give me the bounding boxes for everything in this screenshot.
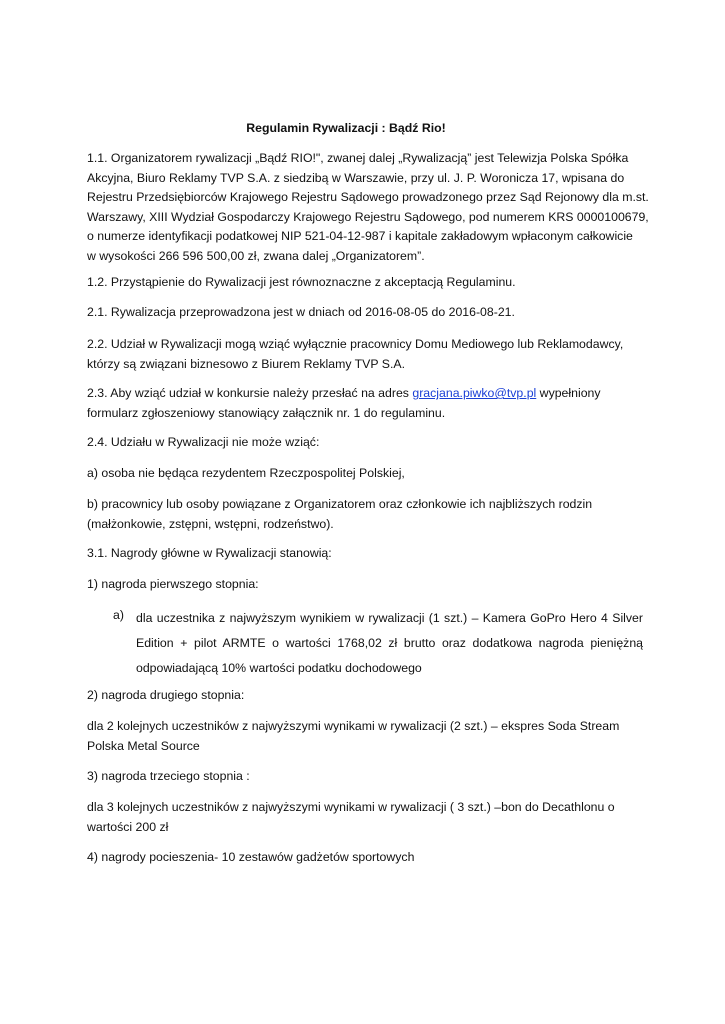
paragraph-2-1: 2.1. Rywalizacja przeprowadzona jest w dniach od 2016-08-05 do 2016-08-21. [87,305,515,319]
paragraph-line: dla 2 kolejnych uczestników z najwyższymi wynikami w rywalizacji (2 szt.) – ekspres Soda Stream [87,719,620,733]
paragraph-3-1: 3.1. Nagrody główne w Rywalizacji stanowią: [87,546,332,560]
prize-3-heading: 3) nagroda trzeciego stopnia : [87,769,250,783]
paragraph-line: Rejestru Przedsiębiorców Krajowego Rejestru Sądowego prowadzonego przez Sąd Rejonowy dla m.st. [87,190,649,205]
prize-4-heading: 4) nagrody pocieszenia- 10 zestawów gadżetów sportowych [87,850,415,864]
paragraph-line: 2.3. Aby wziąć udział w konkursie należy przesłać na adres gracjana.piwko@tvp.pl wypełniony [87,386,601,400]
paragraph-line: Akcyjna, Biuro Reklamy TVP S.A. z siedzibą w Warszawie, przy ul. J. P. Woronicza 17, wpisana do [87,170,625,185]
paragraph-line: b) pracownicy lub osoby powiązane z Organizatorem oraz członkowie ich najbliższych rodzin [87,497,593,511]
paragraph-line: dla 3 kolejnych uczestników z najwyższymi wynikami w rywalizacji ( 3 szt.) –bon do Decathlonu o [87,800,615,814]
paragraph-2-4-b [87,495,647,534]
paragraph-2-4: 2.4. Udziału w Rywalizacji nie może wziąć: [87,435,320,449]
paragraph-2-4-a: a) osoba nie będąca rezydentem Rzeczpospolitej Polskiej, [87,466,405,480]
paragraph-line: o numerze identyfikacji podatkowej NIP 521-04-12-987 i kapitale zakładowym wpłaconym całkowicie [87,229,633,244]
email-link[interactable]: gracjana.piwko@tvp.pl [412,386,537,400]
list-marker: a) [113,608,124,622]
paragraph-line: w wysokości 266 596 500,00 zł, zwana dalej „Organizatorem”. [87,248,425,263]
paragraph-line: dla uczestnika z najwyższym wynikiem w rywalizacji (1 szt.) – Kamera GoPro Hero 4 Silver [136,611,643,625]
paragraph-line: 1.1. Organizatorem rywalizacji „Bądź RIO!", zwanej dalej „Rywalizacją” jest Telewizja Polska Spółka [87,151,629,165]
paragraph-line: odpowiadającą 10% wartości podatku dochodowego [136,661,422,675]
paragraph-line: 2.2. Udział w Rywalizacji mogą wziąć wyłącznie pracownicy Domu Mediowego lub Reklamodawcy, [87,337,624,351]
prize-1-heading: 1) nagroda pierwszego stopnia: [87,577,259,591]
paragraph-2-2 [87,335,647,374]
paragraph-2-3 [87,384,647,423]
prize-2-heading: 2) nagroda drugiego stopnia: [87,688,245,702]
prize-1-description [136,606,643,681]
paragraph-line: Edition + pilot ARMTE o wartości 1768,02 zł brutto oraz dodatkowa nagroda pieniężną [136,636,643,650]
paragraph-line: wartości 200 zł [87,819,169,834]
paragraph-line: formularz zgłoszeniowy stanowiący załącznik nr. 1 do regulaminu. [87,405,446,420]
paragraph-1-2: 1.2. Przystąpienie do Rywalizacji jest równoznaczne z akceptacją Regulaminu. [87,275,516,289]
paragraph-1-1 [87,149,647,267]
document-title: Regulamin Rywalizacji : Bądź Rio! [246,121,446,135]
prize-2-description [87,717,647,756]
paragraph-line: (małżonkowie, zstępni, wstępni, rodzeństwo). [87,516,334,531]
prize-3-description [87,798,647,837]
paragraph-line: Warszawy, XIII Wydział Gospodarczy Krajowego Rejestru Sądowego, pod numerem KRS 0000100679, [87,209,649,224]
paragraph-line: którzy są związani biznesowo z Biurem Reklamy TVP S.A. [87,356,406,371]
paragraph-line: Polska Metal Source [87,738,200,753]
